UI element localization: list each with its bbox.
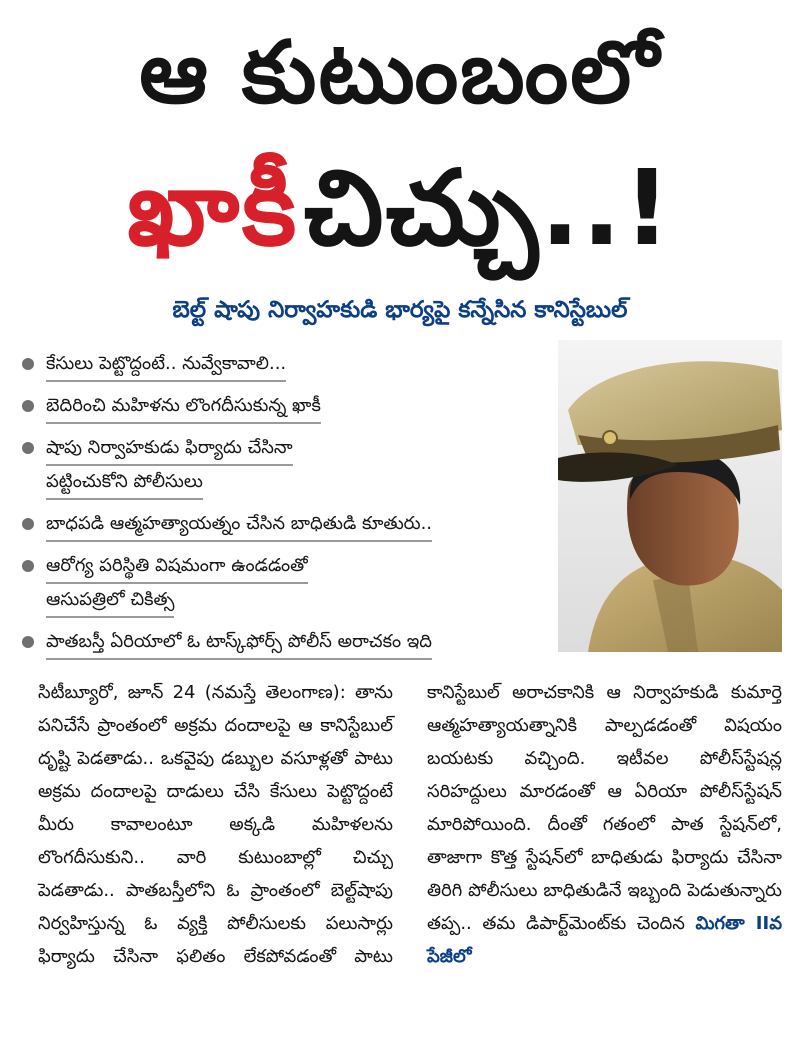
continued-on-page: మిగతా IIవ పేజీలో xyxy=(427,913,782,967)
headline-line1: ఆ కుటుంబంలో xyxy=(139,23,661,123)
highlight-item xyxy=(22,390,562,424)
headline-red-word: ఖాకీ xyxy=(127,147,299,269)
highlight-text: షాపు నిర్వాహకుడు ఫిర్యాదు చేసినా xyxy=(46,432,293,466)
bullet-dot-icon xyxy=(22,636,34,648)
highlights-list xyxy=(22,348,562,668)
highlight-text: బాధపడి ఆత్మహత్యాయత్నం చేసిన బాధితుడి కూతురు.. xyxy=(46,508,432,542)
highlight-item xyxy=(22,348,562,382)
subheadline: బెల్ట్ షాపు నిర్వాహకుడి భార్యపై కన్నేసిన కానిస్టేబుల్ xyxy=(172,297,628,323)
headline-line2 xyxy=(0,138,800,278)
headline-black-word: చిచ్చు..! xyxy=(303,147,673,269)
police-officer-cap-illustration-icon xyxy=(558,340,782,652)
highlight-text: కేసులు పెట్టొద్దంటే.. నువ్వేకావాలి... xyxy=(46,348,286,382)
article-text: సిటీబ్యూరో, జూన్ 24 (నమస్తే తెలంగాణ): తాను పనిచేసే ప్రాంతంలో అక్రమ దందాలపై ఆ కానిస్టేబుల్ దృష్టి పెడతాడు.. ఒకవైపు డబ్బుల వసూళ్లతో పాటు అక్రమ దందాలపై దాడులు చేసి కేసులు పెట్టొద్దంటే మీరు కావాలంటూ అక్కడి మహిళలను లొంగదీసుకుని.. వారి కుటుంబాల్లో చిచ్చు పెడతాడు.. పాతబస్తీలోని ఓ ప్రాంతంలో బెల్ట్‌షాపు నిర్వహిస్తున్న ఓ వ్యక్తి పోలీసులకు పలుసార్లు ఫిర్యాదు చేసినా ఫలితం లేకపోవడంతో పాటు కానిస్టేబుల్ అరాచకానికి ఆ నిర్వాహకుడి కుమార్తె ఆత్మహత్యాయత్నానికి పాల్పడడంతో విషయం బయటకు వచ్చింది. ఇటీవల పోలీస్‌స్టేషన్ల సరిహద్దులు మారడంతో ఆ ఏరియా పోలీస్‌స్టేషన్ మారిపోయింది. దీంతో గతంలో పాత స్టేషన్‌లో, తాజాగా కొత్త స్టేషన్‌లో బాధితుడు ఫిర్యాదు చేసినా తిరిగి పోలీసులు బాధితుడినే ఇబ్బంది పెడుతున్నారు తప్ప.. తమ డిపార్ట్‌మెంట్‌కు చెందిన xyxy=(38,682,782,967)
bullet-dot-icon xyxy=(22,560,34,572)
bullet-dot-icon xyxy=(22,518,34,530)
bullet-dot-icon xyxy=(22,442,34,454)
highlight-item xyxy=(22,550,562,618)
bullet-dot-icon xyxy=(22,358,34,370)
highlight-text: పట్టించుకోని పోలీసులు xyxy=(46,466,203,500)
highlight-item xyxy=(22,626,562,660)
highlight-text: ఆసుపత్రిలో చికిత్స xyxy=(46,584,174,618)
highlight-text: పాతబస్తీ ఏరియాలో ఓ టాస్క్‌ఫోర్స్ పోలీస్ అరాచకం ఇది xyxy=(46,626,432,660)
highlight-text: బెదిరించి మహిళను లొంగదీసుకున్న ఖాకీ xyxy=(46,390,321,424)
highlight-item xyxy=(22,432,562,500)
highlight-item xyxy=(22,508,562,542)
bullet-dot-icon xyxy=(22,400,34,412)
article-body xyxy=(38,676,782,1016)
police-officer-photo xyxy=(558,340,782,652)
highlight-text: ఆరోగ్య పరిస్థితి విషమంగా ఉండడంతో xyxy=(46,550,308,584)
